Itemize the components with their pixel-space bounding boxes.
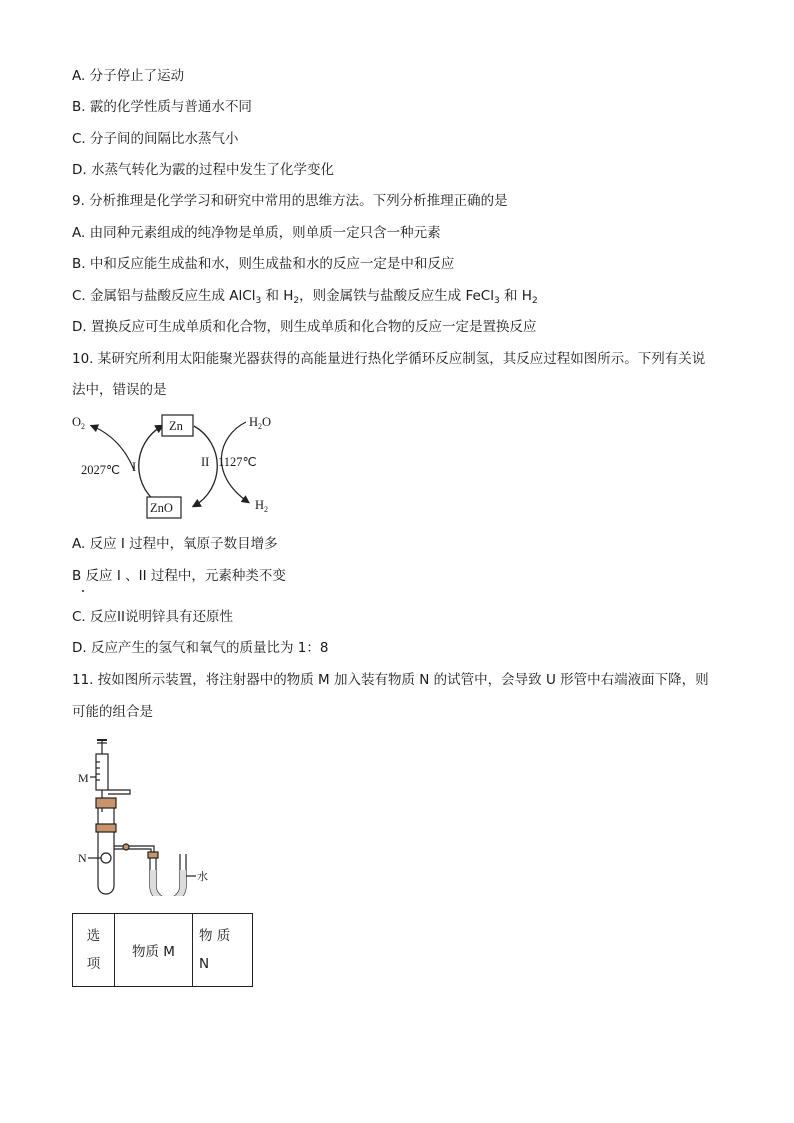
q9-c-part4: 和 H (499, 288, 532, 304)
syringe-barrel (96, 754, 108, 790)
zn-label: Zn (169, 419, 183, 433)
temp-left-label: 2027℃ (81, 463, 121, 477)
q8-option-d: D. 水蒸气转化为霰的过程中发生了化学变化 (72, 162, 334, 178)
subscript: 3 (255, 296, 262, 306)
label-water: 水 (197, 870, 208, 883)
header-substance-m: 物质 M (115, 914, 193, 987)
q8-option-c: C. 分子间的间隔比水蒸气小 (72, 131, 239, 147)
q10-option-c: C. 反应II说明锌具有还原性 (72, 609, 233, 625)
table-row (73, 914, 253, 987)
q10-stem-line2: 法中，错误的是 (72, 382, 167, 398)
q8-option-b: B. 霰的化学性质与普通水不同 (72, 99, 252, 115)
q9-c-part2: 和 H (261, 288, 294, 304)
zno-label: ZnO (150, 501, 173, 515)
apparatus-diagram (72, 736, 222, 896)
thermochemical-cycle-diagram (68, 408, 298, 524)
header-option: 选 项 (73, 914, 115, 987)
q11-stem-line2: 可能的组合是 (72, 704, 153, 720)
reaction-i-label: I (132, 460, 137, 474)
q9-option-d: D. 置换反应可生成单质和化合物，则生成单质和化合物的反应一定是置换反应 (72, 319, 537, 335)
q10-option-d: D. 反应产生的氢气和氧气的质量比为 1：8 (72, 640, 329, 656)
stopper (96, 798, 116, 808)
q9-option-b: B. 中和反应能生成盐和水，则生成盐和水的反应一定是中和反应 (72, 256, 455, 272)
q9-option-a: A. 由同种元素组成的纯净物是单质，则单质一定只含一种元素 (72, 225, 441, 241)
q10-option-b: B 反应 I 、II 过程中，元素种类不变 (72, 568, 286, 584)
water (150, 870, 186, 896)
subscript: 2 (531, 296, 538, 306)
o2-label: $O_2$ (72, 415, 86, 431)
temp-right-label: 1127℃ (218, 455, 257, 469)
test-tube (98, 800, 114, 894)
options-table (72, 913, 253, 987)
q9-c-part3: ，则金属铁与盐酸反应生成 FeCl (299, 288, 494, 304)
q8-option-a: A. 分子停止了运动 (72, 68, 185, 84)
stray-dot (82, 590, 84, 592)
subscript: 3 (493, 296, 500, 306)
h2o-label: $H_2O$ (249, 415, 272, 431)
label-n: N (78, 851, 87, 865)
label-m: M (78, 771, 89, 785)
q11-stem-line1: 11. 按如图所示装置，将注射器中的物质 M 加入装有物质 N 的试管中，会导致 U 形管中右端液面下降，则 (72, 672, 709, 688)
reaction-ii-label: II (201, 455, 210, 469)
subscript: 2 (293, 296, 300, 306)
header-substance-n: 物 质 N (193, 914, 253, 987)
q10-stem-line1: 10. 某研究所利用太阳能聚光器获得的高能量进行热化学循环反应制氢，其反应过程如图所示。下列有关说 (72, 351, 706, 367)
q10-option-a: A. 反应 I 过程中，氧原子数目增多 (72, 536, 278, 552)
q9-option-c (72, 287, 538, 310)
h2-label: $H_2$ (255, 498, 269, 514)
q9-c-part1: C. 金属铝与盐酸反应生成 AlCl (72, 288, 256, 304)
q9-stem: 9. 分析推理是化学学习和研究中常用的思维方法。下列分析推理正确的是 (72, 193, 508, 209)
cycle-left-arc (139, 426, 162, 506)
